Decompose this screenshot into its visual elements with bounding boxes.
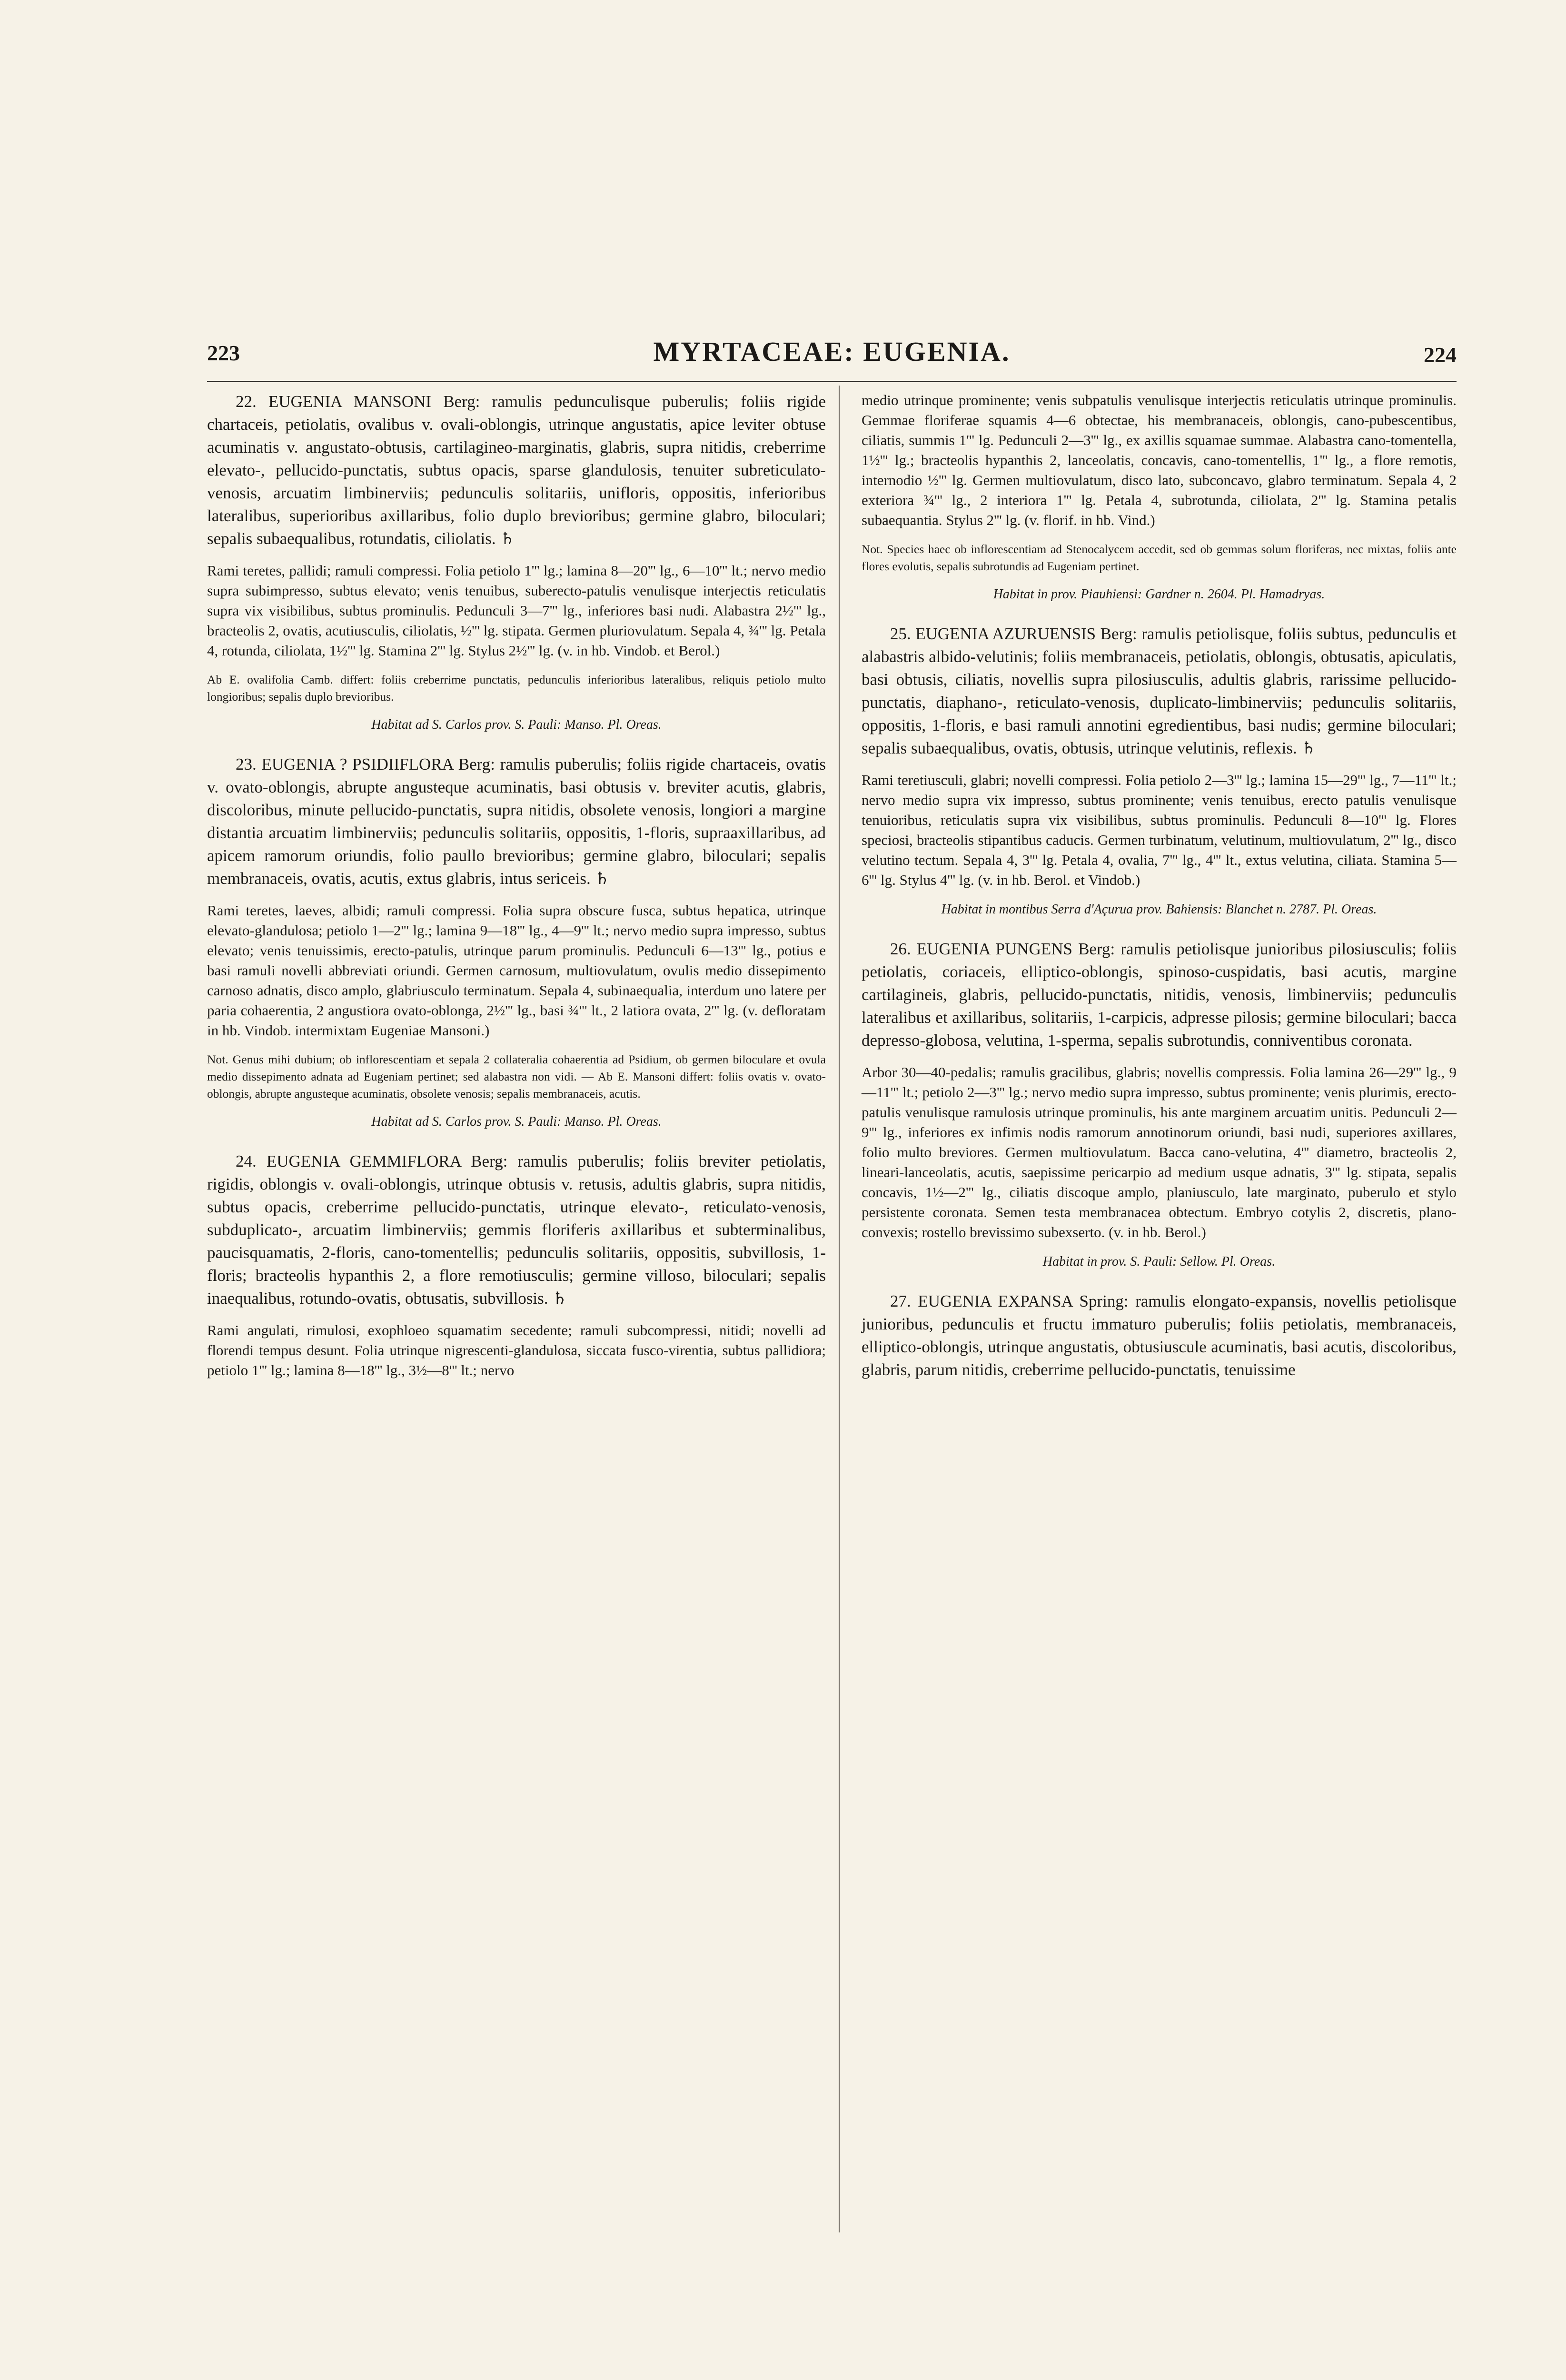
left-column (207, 390, 826, 1391)
habitat-paragraph: Habitat ad S. Carlos prov. S. Pauli: Manso. Pl. Oreas. (371, 1114, 662, 1129)
habitat-paragraph: Habitat in montibus Serra d'Açurua prov. Bahiensis: Blanchet n. 2787. Pl. Oreas. (941, 902, 1377, 917)
habitat-paragraph: Habitat ad S. Carlos prov. S. Pauli: Manso. Pl. Oreas. (371, 717, 662, 732)
column-separator (839, 386, 840, 2232)
entry-paragraph: 26. EUGENIA PUNGENS Berg: ramulis petiolisque junioribus pilosiusculis; foliis petiolatis, coriaceis, elliptico-oblongis, spinoso-cuspidatis, basi acutis, margine cartilagineis, glabris, pellucido-punctatis, nitidis, venosis, limbinerviis; pedunculis lateralibus et axillaribus, solitariis, 1-carpicis, adpresse pilosis; germine biloculari; bacca depresso-globosa, velutina, 1-sperma, sepalis subrotundis, conniventibus coronata. (862, 940, 1457, 1050)
habitat-paragraph: Habitat in prov. Piauhiensi: Gardner n. 2604. Pl. Hamadryas. (993, 587, 1325, 602)
page-number-right: 224 (1424, 343, 1457, 367)
right-column (862, 390, 1457, 1392)
entry-paragraph: 23. EUGENIA ? PSIDIIFLORA Berg: ramulis puberulis; foliis rigide chartaceis, ovatis v. ovato-oblongis, abrupte angusteque acuminatis, basi obtusis v. breviter acutis, glabris, discoloribus, minute pellucido-punctatis, supra nitidis, obsolete venosis, longiori a margine distantia arcuatim limbinerviis; pedunculis solitariis, oppositis, 1-floris, supraaxillaribus, ad apicem ramorum oriundis, folio paullo brevioribus; germine glabro, biloculari; sepalis membranaceis, ovatis, acutis, extus glabris, intus sericeis. ♄ (207, 755, 826, 888)
entry-paragraph: 22. EUGENIA MANSONI Berg: ramulis pedunculisque puberulis; foliis rigide chartaceis, petiolatis, ovalibus v. ovali-oblongis, utrinque angustatis, apice leviter obtuse acuminatis v. angustato-obtusis, cartilagineo-marginatis, glabris, supra nitidis, creberrime elevato-, pellucido-punctatis, subtus opacis, sparse glandulosis, tenuiter subreticulato-venosis, arcuatim limbinerviis; pedunculis solitariis, unifloris, oppositis, inferioribus lateralibus, superioribus axillaribus, folio duplo brevioribus; germine glabro, biloculari; sepalis subaequalibus, rotundatis, ciliolatis. ♄ (207, 392, 826, 548)
header-rule (207, 381, 1457, 382)
habitat-paragraph: Habitat in prov. S. Pauli: Sellow. Pl. Oreas. (1042, 1254, 1276, 1269)
detail-paragraph: Rami teretiusculi, glabri; novelli compressi. Folia petiolo 2—3''' lg.; lamina 15—29''' lg., 7—11''' lt.; nervo medio supra vix impresso, subtus prominente; venis tenuibus, erecto patulis venulisque tenuioribus, reticulatis supra vix visibilibus, subtus prominulis. Pedunculi 8—10''' lg. Flores speciosi, bracteolis stipantibus caducis. Germen turbinatum, velutinum, multiovulatum, 2''' lg., disco velutino tectum. Sepala 4, 3''' lg. Petala 4, ovalia, 7''' lg., 4''' lt., extus velutina, ciliata. Stamina 5—6''' lg. Stylus 4''' lg. (v. in hb. Berol. et Vindob.) (862, 772, 1457, 888)
running-title: MYRTACEAE: EUGENIA. (653, 336, 1011, 367)
detail-paragraph: medio utrinque prominente; venis subpatulis venulisque interjectis reticulatis utrinque prominulis. Gemmae floriferae squamis 4—6 obtectae, his membranaceis, oblongis, cano-pubescentibus, ciliatis, summis 1''' lg. Pedunculi 2—3''' lg., ex axillis squamae summae. Alabastra cano-tomentella, 1½''' lg.; bracteolis hypanthis 2, lanceolatis, concavis, cano-tomentellis, 1''' lg., a flore remotis, internodio ½''' lg. Germen multiovulatum, disco lato, subconcavo, glabro terminatum. Sepala 4, 2 exteriora ¾''' lg., 2 interiora 1''' lg. Petala 4, subrotunda, ciliolata, 2''' lg. Stamina petalis subaequantia. Stylus 2''' lg. (v. florif. in hb. Vind.) (862, 392, 1457, 528)
note-paragraph: Not. Genus mihi dubium; ob inflorescentiam et sepala 2 collateralia cohaerentia ad Psidium, ob germen biloculare et ovula medio dissepimento adnata ad Eugeniam pertinet; sed alabastra non vidi. — Ab E. Mansoni differt: foliis ovatis v. ovato-oblongis, abrupte angusteque acuminatis, obsolete venosis; sepalis membranaceis, acutis. (207, 1052, 826, 1101)
note-paragraph: Not. Species haec ob inflorescentiam ad Stenocalycem accedit, sed ob gemmas solum floriferas, nec mixtas, foliis ante flores evolutis, sepalis subrotundis ad Eugeniam pertinet. (862, 542, 1457, 573)
detail-paragraph: Rami teretes, pallidi; ramuli compressi. Folia petiolo 1''' lg.; lamina 8—20''' lg., 6—10''' lt.; nervo medio supra subimpresso, subtus elevato; venis tenuibus, suberecto-patulis venulisque interjectis reticulatis supra vix visibilibus, subtus prominulis. Pedunculi 3—7''' lg., inferiores basi nudi. Alabastra 2½''' lg., bracteolis 2, ovatis, acutiusculis, ciliolatis, ½''' lg. stipata. Germen pluriovulatum. Sepala 4, ¾''' lg. Petala 4, rotunda, ciliolata, 1½''' lg. Stamina 2''' lg. Stylus 2½''' lg. (v. in hb. Vindob. et Berol.) (207, 562, 826, 659)
note-paragraph: Ab E. ovalifolia Camb. differt: foliis creberrime punctatis, pedunculis inferioribus lateralibus, reliquis petiolo multo longioribus; sepalis duplo brevioribus. (207, 673, 826, 704)
detail-paragraph: Arbor 30—40-pedalis; ramulis gracilibus, glabris; novellis compressis. Folia lamina 26—29''' lg., 9—11''' lt.; petiolo 2—3''' lg.; nervo medio supra impresso, subtus prominente; venis plurimis, erecto-patulis venulisque ramulosis utrinque prominulis, his ante marginem arcuatim unitis. Pedunculi 2—9''' lg., inferiores ex infimis nodis ramorum annotinorum oriundi, basi nudi, superiores axillares, folio multo breviores. Germen multiovulatum. Bacca cano-velutina, 4''' diametro, bracteolis 2, lineari-lanceolatis, acutis, saepissime pericarpio ad medium usque adnatis, 3''' lg. stipata, sepalis concavis, 1½—2''' lg., ciliatis discoque amplo, planiusculo, late marginato, puberulo et stylo persistente coronata. Semen testa membranacea obtectum. Embryo cotylis 2, discretis, plano-convexis; rostello brevissimo subexserto. (v. in hb. Berol.) (862, 1064, 1457, 1240)
page-header (207, 336, 1457, 374)
detail-paragraph: Rami teretes, laeves, albidi; ramuli compressi. Folia supra obscure fusca, subtus hepatica, utrinque elevato-glandulosa; petiolo 1—2''' lg.; lamina 9—18''' lg., 4—9''' lt.; nervo medio supra impresso, subtus elevato; venis tenuissimis, erecto-patulis, utrinque parum prominulis. Pedunculi 6—13''' lg., potius e basi ramuli novelli abbreviati oriundi. Germen carnosum, multiovulatum, ovulis medio dissepimento carnoso adnatis, disco amplo, glabriusculo terminatum. Sepala 4, subinaequalia, interdum uno latere per paria cohaerentia, 2 angustiora ovato-oblonga, 2½''' lg., basi ¾''' lt., 2 latiora ovata, 2''' lg. (v. defloratam in hb. Vindob. intermixtam Eugeniae Mansoni.) (207, 902, 826, 1039)
detail-paragraph: Rami angulati, rimulosi, exophloeo squamatim secedente; ramuli subcompressi, nitidi; novelli ad florendi tempus desunt. Folia utrinque nigrescenti-glandulosa, siccata fusco-virentia, subtus pallidiora; petiolo 1''' lg.; lamina 8—18''' lg., 3½—8''' lt.; nervo (207, 1322, 826, 1378)
entry-paragraph: 24. EUGENIA GEMMIFLORA Berg: ramulis puberulis; foliis breviter petiolatis, rigidis, oblongis v. ovali-oblongis, utrinque obtusis v. retusis, adultis glabris, supra nitidis, subtus opacis, creberrime pellucido-punctatis, utrinque elevato-, reticulato-venosis, subduplicato-, arcuatim limbinerviis; gemmis floriferis axillaribus et subterminalibus, paucisquamatis, 2-floris, cano-tomentellis; pedunculis solitariis, oppositis, subvillosis, 1-floris; bracteolis hypanthis 2, a flore remotiusculis; germine villoso, biloculari; sepalis inaequalibus, rotundo-ovatis, obtusatis, subvillosis. ♄ (207, 1152, 826, 1308)
entry-paragraph: 27. EUGENIA EXPANSA Spring: ramulis elongato-expansis, novellis petiolisque junioribus, pedunculis et fructu immaturo puberulis; foliis petiolatis, membranaceis, elliptico-oblongis, utrinque angustatis, obtusiuscule acuminatis, basi acutis, discoloribus, glabris, parum nitidis, creberrime pellucido-punctatis, tenuissime (862, 1292, 1457, 1379)
entry-paragraph: 25. EUGENIA AZURUENSIS Berg: ramulis petiolisque, foliis subtus, pedunculis et alabastris albido-velutinis; foliis membranaceis, petiolatis, oblongis, obtusatis, apiculatis, basi obtusis, ciliatis, novellis supra pilosiusculis, adultis glabris, rarissime pellucido-punctatis, diaphano-, reticulato-venosis, duplicato-limbinerviis; pedunculis solitariis, oppositis, 1-floris, e basi ramuli annotini egredientibus, basi nudis; germine biloculari; sepalis subaequalibus, ovatis, obtusis, utrinque velutinis, reflexis. ♄ (862, 625, 1457, 757)
page-number-left: 223 (207, 341, 240, 365)
